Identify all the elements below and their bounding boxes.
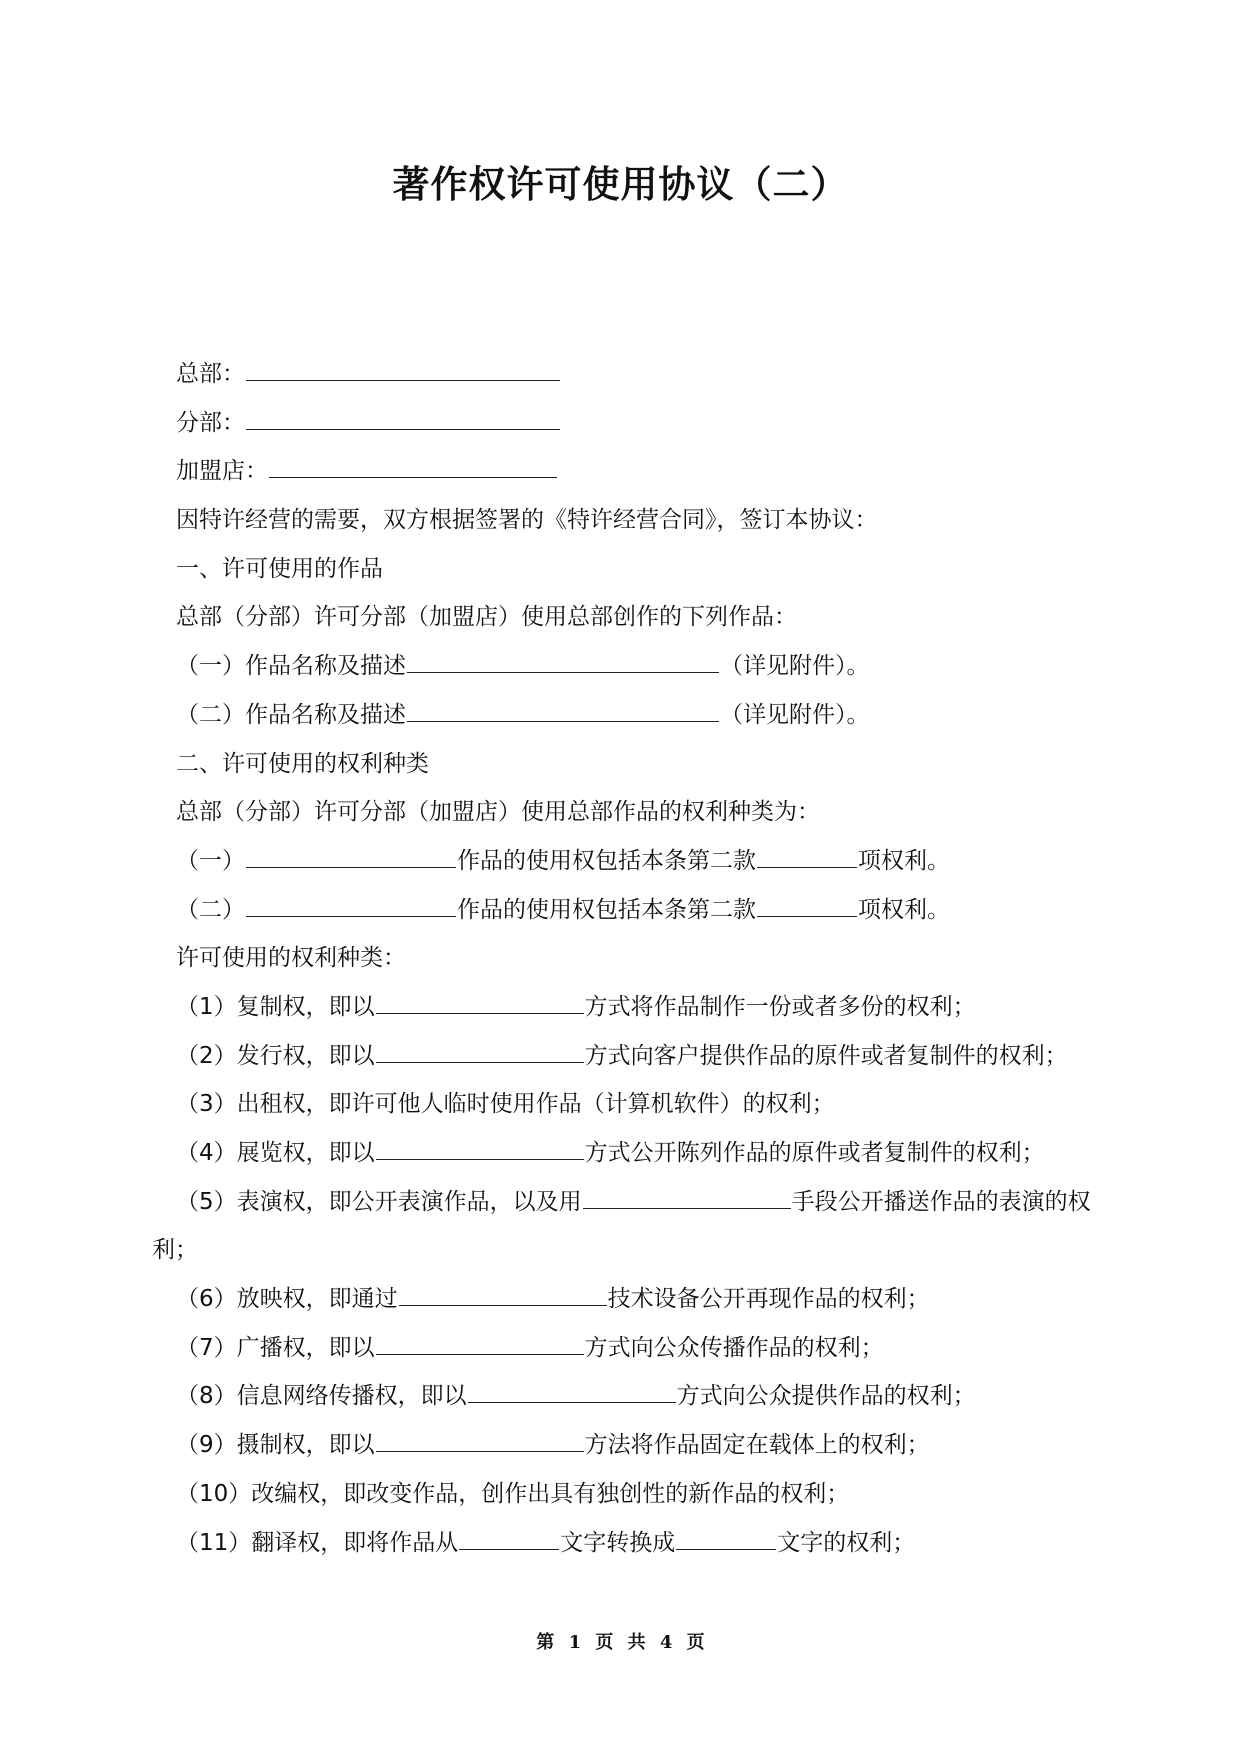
work-item-2-suffix: （详见附件）。 — [720, 701, 870, 728]
right-8-label: （8）信息网络传播权，即以 — [176, 1383, 467, 1410]
page-footer: 第 1 页 共 4 页 — [536, 1632, 705, 1653]
use-right-item-1-count-blank[interactable] — [757, 847, 857, 868]
right-2-label: （2）发行权，即以 — [176, 1042, 375, 1069]
use-right-item-2-text: 作品的使用权包括本条第二款 — [457, 896, 756, 923]
rights-types-label: 许可使用的权利种类： — [176, 945, 406, 972]
right-11-source-blank[interactable] — [459, 1529, 559, 1550]
work-item-1-suffix: （详见附件）。 — [720, 653, 870, 680]
work-item-1-blank[interactable] — [407, 652, 719, 673]
right-2-text: 方式向客户提供作品的原件或者复制件的权利； — [584, 1042, 1068, 1069]
use-right-item-2-work-blank[interactable] — [246, 896, 456, 917]
use-right-item-2-label: （二） — [176, 896, 245, 923]
right-7 — [152, 1324, 1092, 1373]
work-item-1-label: （一）作品名称及描述 — [176, 653, 406, 680]
use-right-item-2-suffix: 项权利。 — [858, 896, 950, 923]
section-2-lead: 总部（分部）许可分部（加盟店）使用总部作品的权利种类为： — [176, 799, 820, 826]
right-7-blank[interactable] — [376, 1334, 584, 1355]
right-4-blank[interactable] — [376, 1139, 584, 1160]
right-11-target-blank[interactable] — [676, 1529, 776, 1550]
document-title: 著作权许可使用协议（二） — [392, 163, 849, 206]
right-2 — [152, 1032, 1092, 1081]
right-5-blank[interactable] — [583, 1188, 791, 1209]
work-item-2 — [152, 691, 1092, 740]
section-1-lead: 总部（分部）许可分部（加盟店）使用总部创作的下列作品： — [176, 604, 797, 631]
franchisee-field — [152, 447, 1092, 496]
right-7-label: （7）广播权，即以 — [176, 1334, 375, 1361]
right-11-label: （11）翻译权，即将作品从 — [176, 1529, 459, 1556]
right-9-blank[interactable] — [376, 1431, 584, 1452]
section-2-heading: 二、许可使用的权利种类 — [176, 750, 429, 777]
right-4-label: （4）展览权，即以 — [176, 1140, 375, 1166]
use-right-item-2-count-blank[interactable] — [757, 896, 857, 917]
right-9 — [152, 1421, 1092, 1470]
use-right-item-1 — [152, 837, 1092, 886]
branch-label: 分部： — [176, 409, 245, 436]
work-item-1 — [152, 642, 1092, 691]
right-6-label: （6）放映权，即通过 — [176, 1286, 398, 1313]
right-10: （10）改编权，即改变作品，创作出具有独创性的新作品的权利； — [176, 1480, 850, 1507]
right-7-text: 方式向公众传播作品的权利； — [584, 1334, 884, 1361]
right-6-text: 技术设备公开再现作品的权利； — [607, 1286, 930, 1313]
right-1-blank[interactable] — [376, 993, 584, 1014]
right-11-suffix: 文字的权利； — [777, 1529, 916, 1556]
hq-blank[interactable] — [246, 360, 560, 381]
right-11 — [152, 1519, 1092, 1568]
right-2-blank[interactable] — [376, 1042, 584, 1063]
right-5-text: 手段公开播送作品的表演的权利； — [152, 1188, 1091, 1264]
right-9-text: 方法将作品固定在载体上的权利； — [584, 1432, 930, 1459]
right-1 — [152, 983, 1092, 1032]
use-right-item-1-work-blank[interactable] — [246, 847, 456, 868]
right-5-label: （5）表演权，即公开表演作品，以及用 — [176, 1188, 582, 1215]
right-4-text: 方式公开陈列作品的原件或者复制件的权利； — [584, 1140, 1045, 1166]
right-8-text: 方式向公众提供作品的权利； — [676, 1383, 976, 1410]
branch-field — [152, 399, 1092, 448]
work-item-2-blank[interactable] — [407, 701, 719, 722]
franchisee-label: 加盟店： — [176, 458, 268, 485]
right-1-text: 方式将作品制作一份或者多份的权利； — [584, 993, 976, 1020]
franchisee-blank[interactable] — [269, 457, 557, 478]
use-right-item-2 — [152, 886, 1092, 935]
right-8-blank[interactable] — [468, 1382, 676, 1403]
use-right-item-1-suffix: 项权利。 — [858, 847, 950, 874]
right-6-blank[interactable] — [399, 1285, 607, 1306]
use-right-item-1-text: 作品的使用权包括本条第二款 — [457, 847, 756, 874]
document-body — [152, 350, 1092, 1567]
right-9-label: （9）摄制权，即以 — [176, 1432, 375, 1459]
hq-label: 总部： — [176, 361, 245, 387]
work-item-2-label: （二）作品名称及描述 — [176, 701, 406, 728]
right-6 — [152, 1275, 1092, 1324]
right-11-text: 文字转换成 — [560, 1529, 676, 1556]
right-8 — [152, 1372, 1092, 1421]
right-3: （3）出租权，即许可他人临时使用作品（计算机软件）的权利； — [176, 1091, 835, 1118]
use-right-item-1-label: （一） — [176, 847, 245, 874]
right-1-label: （1）复制权，即以 — [176, 993, 375, 1020]
branch-blank[interactable] — [246, 409, 560, 430]
section-1-heading: 一、许可使用的作品 — [176, 555, 383, 582]
right-4 — [152, 1129, 1092, 1178]
hq-field — [152, 350, 1092, 399]
right-5 — [152, 1178, 1092, 1275]
intro-paragraph: 因特许经营的需要，双方根据签署的《特许经营合同》，签订本协议： — [176, 507, 878, 534]
